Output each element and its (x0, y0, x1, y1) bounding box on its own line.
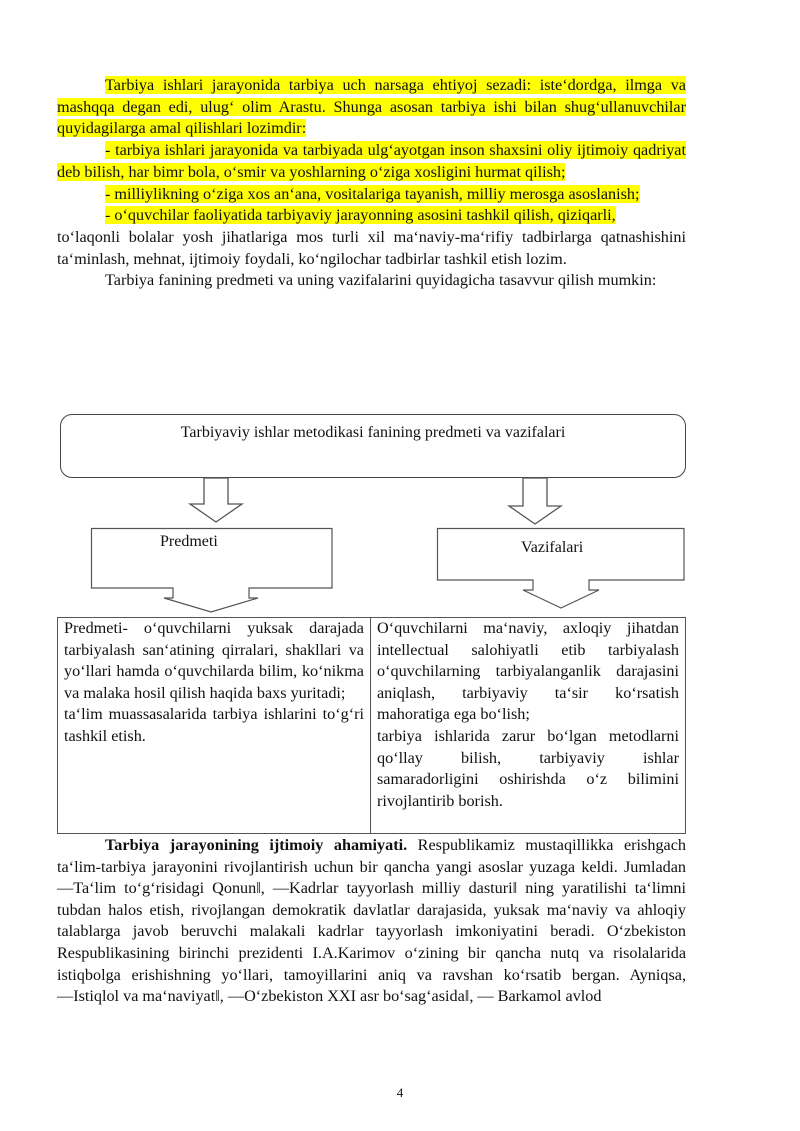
predmeti-label: Predmeti (160, 533, 218, 550)
table-cell-vazifalari (371, 618, 685, 833)
down-arrow-icon (507, 478, 563, 526)
table-cell-text: ta‘lim muassasalarida tarbiya ishlarini to‘g‘ri tashkil etish. (64, 705, 364, 745)
highlighted-text: - o‘quvchilar faoliyatida tarbiyaviy jarayonning asosini tashkil qilish, qiziqarli, (105, 206, 616, 225)
paragraph-continuation: to‘laqonli bolalar yosh jihatlariga mos turli xil ma‘naviy-ma‘rifiy tadbirlarga qatnashishini ta‘minlash, mehnat, ijtimoiy foydali, ko‘ngilochar tadbirlar tashkil etish lozim. (57, 227, 686, 268)
paragraph-aristotle (57, 75, 686, 140)
paragraph-principle-3 (57, 205, 686, 227)
highlighted-text: - milliylikning o‘ziga xos an‘ana, vositalariga tayanish, milliy merosga asoslanish; (105, 184, 640, 203)
highlighted-text: - tarbiya ishlari jarayonida va tarbiyada ulg‘ayotgan inson shaxsini oliy ijtimoiy qadriyat deb bilish, har bimr bola, o‘smir va yoshlarning o‘ziga xosligini hurmat qilish; (57, 141, 686, 181)
paragraph-principle-2 (57, 184, 686, 206)
table-cell-predmeti (58, 618, 371, 833)
table-cell-text: tarbiya ishlarida zarur bo‘lgan metodlarni qo‘llay bilish, tarbiyaviy ishlar samaradorligini oshirishda o‘z bilimini rivojlantirib borish. (377, 726, 679, 810)
down-arrow-icon (188, 478, 244, 524)
paragraph-principle-1 (57, 140, 686, 183)
highlighted-text: Tarbiya ishlari jarayonida tarbiya uch narsaga ehtiyoj sezadi: iste‘dordga, ilmga va mashqqa degan edi, ulug‘ olim Arastu. Shunga asosan tarbiya ishi bilan shug‘ullanuvchilar quyidagilarga amal qilishlari lozimdir: (57, 76, 686, 138)
section-heading: Tarbiya jarayonining ijtimoiy ahamiyati. (105, 836, 408, 854)
table-cell-text: Predmeti- o‘quvchilarni yuksak darajada tarbiyalash san‘atining qirralari, shakllari va yo‘llari hamda o‘quvchilarda bilim, ko‘nikma va malaka hosil qilish haqida baxs yuritadi; (64, 619, 364, 702)
paragraph-diagram-intro: Tarbiya fanining predmeti va uning vazifalarini quyidagicha tasavvur qilish mumkin: (105, 271, 657, 290)
paragraph-social-importance (57, 835, 686, 1008)
subject-tasks-table (57, 617, 686, 834)
intro-text (57, 75, 686, 292)
social-importance-section (57, 835, 686, 1008)
diagram-title: Tarbiyaviy ishlar metodikasi fanining predmeti va vazifalari (180, 424, 566, 441)
vazifalari-label: Vazifalari (521, 539, 584, 556)
page-number: 4 (396, 1085, 404, 1100)
table-cell-text: O‘quvchilarni ma‘naviy, axloqiy jihatdan intellectual salohiyatli etib tarbiyalash o‘quvchilarning tarbiyalanganlik darajasini aniqlash, tarbiyaviy ta‘sir ko‘rsatish mahoratiga ega bo‘lish; (377, 619, 679, 724)
section-body: Respublikamiz mustaqillikka erishgach ta‘lim-tarbiya jarayonini rivojlantirish uchun bir qancha yangi asoslar yuzaga keldi. Jumladan ―Ta‘lim to‘g‘risidagi Qonun‖, ―Kadrlar tayyorlash milliy dasturi‖ ning yaratilishi ta‘limni tubdan halos etish, rivojlangan demokratik davlatlar darajasida, yuksak ma‘naviy va ahloqiy talablarga javob beruvchi malakali kadrlar tayyorlash imkoniyatini beradi. O‘zbekiston Respublikasining birinchi prezidenti I.A.Karimov o‘zining bir qancha nutq va risolalarida istiqbolga erishishning yo‘llari, tamoyillarini aniq va ravshan ko‘rsatib bergan. Ayniqsa, ―Istiqlol va ma‘naviyat‖, ―O‘zbekiston XXI asr bo‘sag‘asida‖, ― Barkamol avlod (57, 836, 686, 1006)
